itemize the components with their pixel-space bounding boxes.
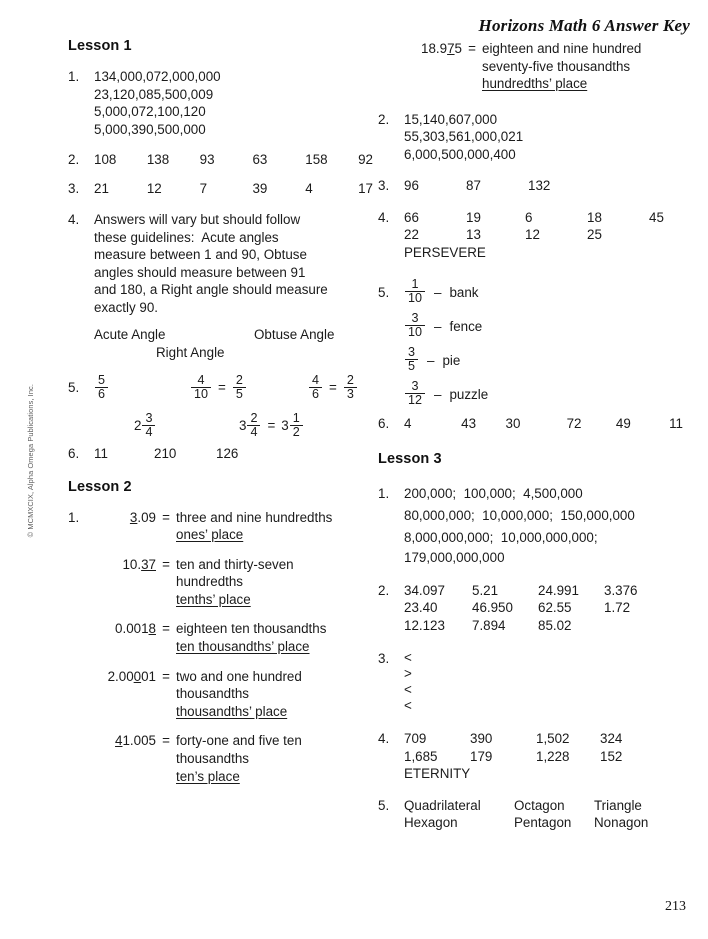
whole-part: 3 [281,418,289,434]
numerator: 3 [408,344,416,359]
word-line: seventy-five thousandths [482,58,631,74]
shape-name: Quadrilateral [404,797,481,813]
numerator: 2 [250,410,258,425]
angle-label-row-2 [94,344,373,362]
answer-item-l2-q4 [378,209,683,262]
word-form [482,40,683,93]
answer-row [404,177,683,195]
place-label: ten thousandths’ place [176,639,310,655]
place-label: hundredths’ place [482,76,588,92]
numerator: 2 [346,372,354,387]
fraction-5-6 [95,374,108,401]
decimal-value: 3.09 [129,509,156,525]
equals-sign: = [162,509,170,525]
denominator: 6 [95,387,108,401]
word-form [176,620,373,655]
answer-value: 19 [466,209,481,225]
dash-separator: – [427,352,435,368]
answer-value: 93 [199,152,215,167]
equals-sign: = [267,418,276,434]
left-column [68,38,373,798]
answer-value: 85.02 [538,617,572,633]
answer-line: 200,000; 100,000; 4,500,000 [404,485,583,501]
answer-value: 66 [404,209,419,225]
equals-sign: = [162,556,170,572]
fraction-word-pair [404,309,683,343]
dash-separator: – [434,386,442,402]
equals-sign: = [329,380,337,396]
fraction-2-3 [344,374,357,401]
place-label: ones’ place [176,527,244,543]
underlined-digit: 4 [115,733,123,749]
answer-item-l2-q1 [68,509,373,786]
answer-row [94,445,373,463]
numerator: 1 [411,276,419,291]
item-number: 2. [68,152,80,167]
word-line: ten and thirty-seven [176,556,294,572]
place-value-entry [94,732,373,785]
answer-value: 4 [305,180,313,196]
underlined-digit: 37 [141,556,156,572]
answer-line: 15,140,607,000 [404,111,498,127]
fraction-3-12 [405,380,425,407]
denominator: 3 [344,387,357,401]
decimal-value: 18.975 [421,41,462,56]
answer-value: 11 [94,446,108,461]
answer-item-l2-q5 [378,275,683,411]
answer-value: 3.376 [604,582,638,598]
acute-angle-label: Acute Angle [94,327,166,342]
word-line: thousandths [176,751,249,767]
decimal-value: 0.0018 [115,621,156,637]
answer-item-l1-q1 [68,68,373,138]
right-column [378,40,683,845]
place-value-entry [94,509,373,544]
answer-value: 126 [216,446,239,461]
decimal-value: 10.37 [122,556,156,572]
answer-value: 43 [461,416,477,432]
place-label: ten’s place [176,768,240,784]
word-label: pie [442,352,461,368]
answer-row [404,599,683,617]
answer-row [404,209,683,227]
fraction-row-1 [94,371,373,405]
answer-value: 92 [358,152,373,167]
numerator: 1 [292,410,300,425]
fraction-word-pair [404,343,683,377]
answer-value: 1.72 [604,600,631,616]
answer-word: ETERNITY [404,766,471,782]
angle-labels-block [68,326,373,361]
answer-item-l3-q1 [378,483,683,566]
equals-sign: = [162,668,170,684]
answer-item-l1-q3 [68,180,373,198]
lesson-1-heading: Lesson 1 [68,38,132,54]
answer-value: 34.097 [404,582,445,598]
answer-item-l3-q5 [378,797,683,832]
item-number: 3. [68,180,80,196]
numerator: 4 [197,372,205,387]
answer-row [404,617,683,635]
word-line: thousandths [176,686,249,702]
numerator: 2 [235,372,243,387]
fraction-3-5 [405,346,418,373]
whole-part: 3 [239,418,247,434]
place-value-entry [94,620,373,655]
answer-line: 6,000,500,000,400 [404,146,516,162]
underlined-digit: 0 [133,668,142,684]
answer-item-l2-q2 [378,111,683,164]
item-number: 4. [378,209,390,225]
answer-item-l2-q6 [378,415,683,433]
place-label: thousandths’ place [176,703,288,719]
numerator: 3 [411,378,419,393]
fraction-1-10 [405,278,425,305]
answer-line: 80,000,000; 10,000,000; 150,000,000 [404,507,635,523]
mixed-number-3-1-2 [281,410,303,440]
denominator: 2 [290,425,303,439]
answer-value: 158 [305,152,328,167]
item-number: 1. [68,509,80,525]
answer-value: 210 [154,446,177,461]
item-number: 4. [68,212,80,227]
angle-label-row-1 [94,326,373,344]
item-number: 5. [68,380,80,395]
answer-value: 11 [669,416,683,432]
decimal-value: 41.005 [115,733,156,749]
answer-item-l1-q2 [68,151,373,169]
word-form [176,556,373,609]
copyright-notice: © MCMXCIX, Alpha Omega Publications, Inc. [26,384,35,538]
answer-row [404,415,683,433]
place-label: tenths’ place [176,591,251,607]
fraction-2-4 [247,412,260,439]
fraction-4-10 [191,374,211,401]
answer-line: and 180, a Right angle should measure [94,282,328,297]
answer-value: 39 [252,180,268,196]
answer-value: 63 [252,152,268,167]
comparison-symbol: > [404,666,412,682]
fraction-word-pair [404,275,683,309]
answer-row [404,748,683,766]
answer-value: 13 [466,227,481,243]
answer-line: exactly 90. [94,299,159,315]
word-line: two and one hundred [176,668,302,684]
answer-value: 96 [404,178,419,194]
dash-separator: – [434,318,442,334]
answer-value: 709 [404,731,427,747]
comparison-symbol: < [404,682,412,698]
answer-value: 12 [525,227,540,243]
item-number: 6. [68,446,80,461]
shape-name: Triangle [594,797,642,813]
answer-value: 25 [587,227,602,243]
answer-item-l2-q3 [378,177,683,195]
answer-value: 7 [199,180,208,196]
fraction-2-5 [233,374,246,401]
answer-row [404,814,683,832]
answer-value: 138 [146,152,170,167]
answer-item-l3-q2 [378,582,683,635]
item-number: 1. [68,69,80,84]
word-line: forty-one and five ten [176,733,302,749]
lesson-3-heading: Lesson 3 [378,450,442,467]
item-number: 4. [378,731,390,747]
underlined-digit: 7 [447,41,455,56]
word-line: three and nine hundredths [176,509,333,525]
answer-value: 179 [470,748,493,764]
fraction-3-4 [142,412,155,439]
item-number: 3. [378,178,390,194]
answer-value: 21 [94,180,109,196]
place-value-entry [94,668,373,721]
word-line: eighteen ten thousandths [176,621,327,637]
comparison-symbol: < [404,650,412,666]
answer-value: 324 [600,731,623,747]
answer-line: 8,000,000,000; 10,000,000,000; [404,529,598,545]
answer-line: 5,000,072,100,120 [94,104,206,119]
fraction-1-2 [290,412,303,439]
answer-value: 18 [587,209,602,225]
numerator: 5 [98,372,106,387]
word-form [176,509,373,544]
lesson-2-heading: Lesson 2 [68,478,132,495]
denominator: 10 [405,325,425,339]
denominator: 5 [233,387,246,401]
item-number: 6. [378,416,390,432]
answer-value: 62.55 [538,600,572,616]
answer-value: 1,502 [536,731,570,747]
answer-value: 45 [649,209,664,225]
comparison-symbol: < [404,698,412,714]
answer-line: 134,000,072,000,000 [94,69,221,84]
answer-line: 5,000,390,500,000 [94,121,206,137]
decimal-value: 2.00001 [107,668,156,684]
item-number: 5. [378,797,390,813]
answer-value: 46.950 [472,600,513,616]
numerator: 3 [411,310,419,325]
item-number: 2. [378,582,390,598]
answer-item-l1-q4 [68,211,373,316]
place-value-entry [94,556,373,609]
word-form [176,732,373,785]
answer-value: 12 [146,180,162,196]
dash-separator: – [434,284,442,300]
shape-name: Hexagon [404,815,458,831]
answer-value: 30 [505,416,521,432]
denominator: 10 [405,291,425,305]
word-label: puzzle [449,386,489,402]
item-number: 5. [378,285,390,301]
answer-value: 152 [600,748,623,764]
fraction-4-6 [309,374,322,401]
answer-line: 23,120,085,500,009 [94,86,214,102]
equals-sign: = [162,621,170,637]
word-line: eighteen and nine hundred [482,41,642,56]
answer-value: 24.991 [538,582,579,598]
answer-value: 87 [466,178,481,194]
word-label: fence [449,318,483,334]
answer-value: 49 [615,416,631,432]
answer-item-l1-q5 [68,371,373,443]
answer-line: 55,303,561,000,021 [404,129,524,145]
answer-item-l3-q4 [378,730,683,783]
answer-line: Answers will vary but should follow [94,212,301,227]
answer-row [404,582,683,600]
whole-part: 2 [134,418,142,434]
answer-value: 5.21 [472,582,499,598]
denominator: 5 [405,359,418,373]
item-number: 3. [378,651,390,667]
page-number: 213 [665,899,686,914]
answer-item-l1-q6 [68,445,373,463]
equals-sign: = [468,41,476,56]
denominator: 4 [247,425,260,439]
obtuse-angle-label: Obtuse Angle [254,327,335,342]
word-form [176,668,373,721]
fraction-3-10 [405,312,425,339]
equals-sign: = [162,733,170,749]
right-angle-label: Right Angle [156,344,225,360]
shape-name: Nonagon [594,815,649,831]
numerator: 3 [145,410,153,425]
answer-row [404,730,683,748]
answer-word: PERSEVERE [404,244,486,260]
answer-value: 390 [470,731,493,747]
answer-value: 17 [358,180,373,196]
denominator: 6 [309,387,322,401]
fraction-word-pair [404,377,683,411]
answer-row [404,226,683,244]
answer-line: angles should measure between 91 [94,264,306,280]
answer-value: 1,685 [404,748,438,764]
item-number: 1. [378,485,390,501]
item-number: 2. [378,111,390,127]
mixed-number-3-2-4 [239,410,261,440]
equals-sign: = [218,380,226,396]
word-line: hundredths [176,574,244,590]
answer-line: these guidelines: Acute angles [94,229,279,245]
answer-value: 108 [94,152,117,167]
answer-line: 179,000,000,000 [404,549,505,565]
answer-value: 1,228 [536,748,570,764]
answer-row [94,151,373,169]
answer-row [94,180,373,198]
underlined-digit: 3 [129,509,138,525]
place-value-entry [404,40,683,93]
answer-row [404,797,683,815]
mixed-number-2-3-4 [134,410,156,440]
denominator: 10 [191,387,211,401]
answer-value: 23.40 [404,600,438,616]
answer-value: 12.123 [404,617,445,633]
answer-value: 132 [528,178,551,194]
fraction-row-2 [94,409,373,443]
answer-value: 6 [525,209,533,225]
answer-item-l2-cont [378,40,683,93]
answer-line: measure between 1 and 90, Obtuse [94,247,307,262]
numerator: 4 [312,372,320,387]
answer-value: 7.894 [472,617,506,633]
word-label: bank [449,284,479,300]
answer-value: 22 [404,227,419,243]
underlined-digit: 8 [148,621,156,637]
shape-name: Pentagon [514,815,572,831]
answer-item-l3-q3 [378,650,683,714]
running-head: Horizons Math 6 Answer Key [478,16,690,35]
answer-value: 4 [404,416,412,432]
denominator: 12 [405,393,425,407]
answer-value: 72 [566,416,582,432]
denominator: 4 [142,425,155,439]
shape-name: Octagon [514,797,565,813]
